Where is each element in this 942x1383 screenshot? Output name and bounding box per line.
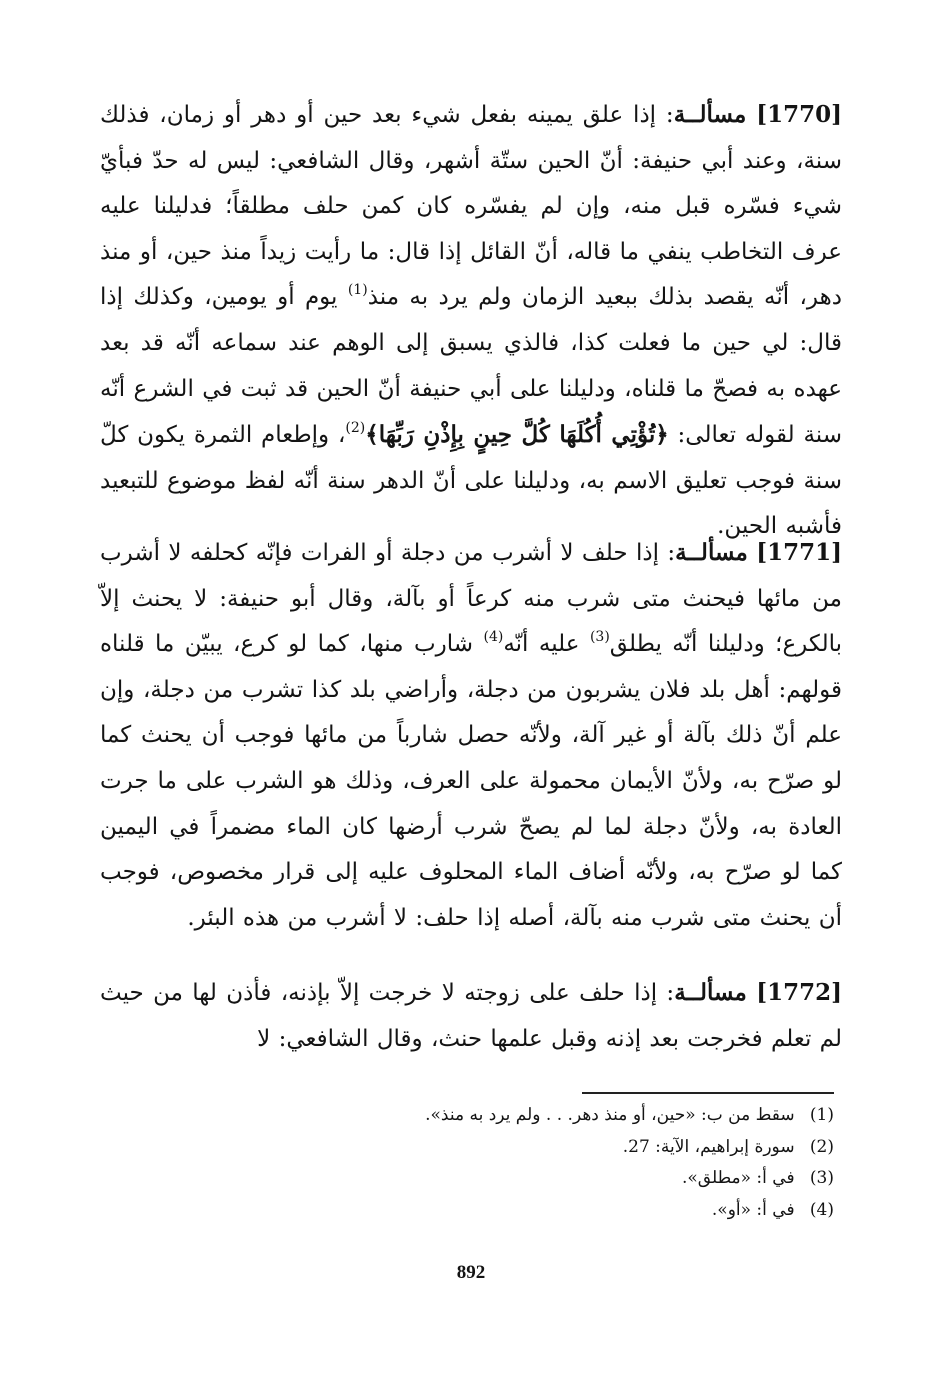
paragraph-text: يوم أو يومين، وكذلك إذا قال: لي حين ما فعلت كذا، فالذي يسبق إلى الوهم عند سماعه أنّه قد بعد عهده به فصحّ ما قلناه، ودليلنا على أبي حنيفة أنّ الحين قد ثبت في الشرع أنّه سنة لقوله تعالى: xyxy=(100,284,842,449)
paragraph-heading-number: [1772] xyxy=(756,979,842,1006)
paragraph-heading-number: [1771] xyxy=(756,539,842,566)
footnote-text: في أ: «أو». xyxy=(711,1199,795,1220)
footnotes xyxy=(274,1100,834,1226)
footnote-2 xyxy=(274,1132,834,1164)
paragraph-heading-label: مسألــة xyxy=(674,979,747,1006)
footnote-divider xyxy=(582,1092,834,1094)
footnote-text: سورة إبراهيم، الآية: 27. xyxy=(622,1136,795,1157)
footnote-number: (2) xyxy=(809,1136,834,1157)
footnote-text: سقط من ب: «حين، أو منذ دهر. . . ولم يرد به منذ». xyxy=(425,1105,795,1125)
footnote-number: (1) xyxy=(809,1105,834,1125)
footnote-ref-4: (4) xyxy=(483,629,504,646)
paragraph-text: : إذا حلف على زوجته لا خرجت إلاّ بإذنه، فأذن لها من حيث لم تعلم فخرجت بعد إذنه وقبل علمها حنث، وقال الشافعي: لا xyxy=(100,980,842,1052)
paragraph-text: شارب منها، كما لو كرع، يبيّن ما قلناه قولهم: أهل بلد فلان يشربون من دجلة، وأراضي بلد كذا تشرب من دجلة، وإن علم أنّ ذلك بآلة أو غير آلة، ولأنّه حصل شارباً من مائها فوجب أن يحنث كما لو صرّح به، ولأنّ الأيمان محمولة على العرف، وذلك هو الشرب على ما جرت العادة به، ولأنّ دجلة لما لم يصحّ شرب أرضها كان الماء مضمراً في اليمين كما لو صرّح به، ولأنّه أضاف الماء المحلوف عليه إلى قرار مخصوص، فوجب أن يحنث متى شرب منه بآلة، أصله إذا حلف: لا أشرب من هذه البئر. xyxy=(100,631,842,931)
paragraph-text: ، وإطعام الثمرة يكون كلّ سنة فوجب تعليق الاسم به، ودليلنا على أنّ الدهر سنة أنّه لفظ موضوع للتبعيد فأشبه الحين. xyxy=(100,422,842,540)
footnote-ref-3: (3) xyxy=(589,629,610,646)
footnote-ref-1: (1) xyxy=(347,282,368,299)
paragraph-heading-label: مسألــة xyxy=(675,539,748,566)
footnote-number: (3) xyxy=(809,1168,834,1188)
paragraph-1771 xyxy=(100,530,842,941)
paragraph-text: : إذا حلف لا أشرب من دجلة أو الفرات فإنّه كحلفه لا أشرب من مائها فيحنث متى شرب منه كرعاً أو بآلة، وقال أبو حنيفة: لا يحنث إلاّ بالكرع؛ ودليلنا أنّه يطلق xyxy=(100,540,842,658)
footnote-ref-2: (2) xyxy=(345,420,366,437)
quran-verse: ﴿تُؤْتِي أُكُلَهَا كُلَّ حِينٍ بِإِذْنِ رَبِّهَا﴾ xyxy=(365,421,669,449)
paragraph-1772 xyxy=(100,970,842,1062)
footnote-4 xyxy=(274,1195,834,1227)
footnote-text: في أ: «مطلق». xyxy=(681,1168,795,1188)
footnote-1 xyxy=(274,1100,834,1132)
page-number: 892 xyxy=(456,1262,486,1283)
paragraph-heading-number: [1770] xyxy=(756,101,843,128)
paragraph-1770 xyxy=(100,92,842,550)
paragraph-text: عليه أنّه xyxy=(503,631,590,658)
paragraph-text: : إذا علق يمينه بفعل شيء بعد حين أو دهر أو زمان، فذلك سنة، وعند أبي حنيفة: أنّ الحين ستّة أشهر، وقال الشافعي: ليس له حدّ فبأيّ شيء فسّره قبل منه، وإن لم يفسّره كان كمن حلف مطلقاً؛ فدليلنا عليه عرف التخاطب ينفي ما قاله، أنّ القائل إذا قال: ما رأيت زيداً منذ حين، أو منذ دهر، أنّه يقصد بذلك ببعيد الزمان ولم يرد به منذ xyxy=(100,102,842,311)
footnote-number: (4) xyxy=(809,1199,834,1220)
paragraph-heading-label: مسألــة xyxy=(673,101,747,128)
footnote-3 xyxy=(274,1163,834,1195)
